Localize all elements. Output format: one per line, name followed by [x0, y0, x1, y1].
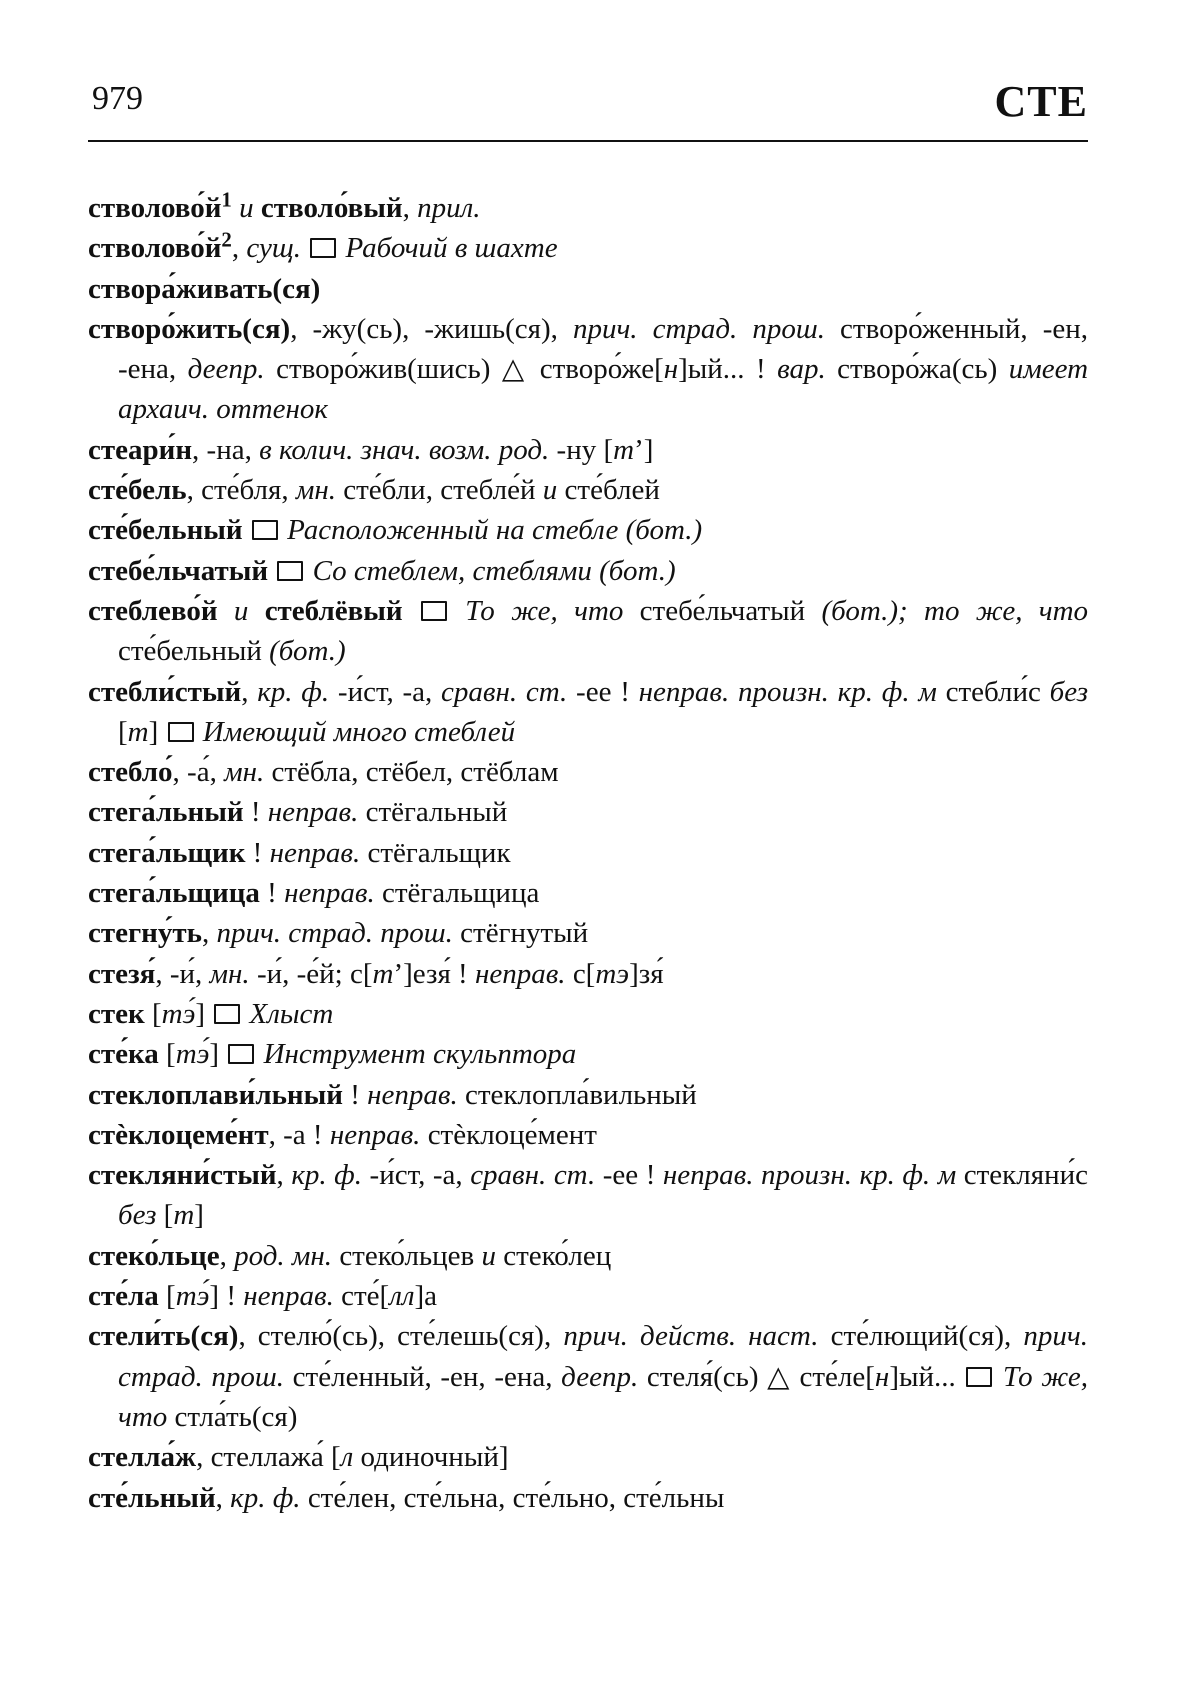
- text: , -жу(сь), -жишь(ся),: [290, 312, 573, 345]
- running-head-letters: СТЕ: [994, 77, 1088, 126]
- text: [338, 232, 345, 264]
- headword: стеклоплави́льный: [88, 1078, 343, 1111]
- text: ]: [195, 997, 213, 1030]
- text: ,: [215, 1481, 231, 1514]
- text: ,: [402, 192, 418, 224]
- definition-box-icon: [421, 601, 447, 621]
- text: ]зя́: [629, 957, 664, 990]
- headword: сте́льный: [88, 1481, 216, 1514]
- label: тэ́: [175, 1038, 210, 1071]
- headword: стволово́й: [88, 232, 222, 265]
- dictionary-entry: [88, 752, 1088, 792]
- text: ʼ]: [634, 433, 654, 466]
- headword: стеблёвый: [264, 594, 403, 627]
- label: неправ.: [329, 1118, 421, 1151]
- text: -ее !: [595, 1159, 663, 1192]
- headword: стезя́: [88, 957, 156, 990]
- label: т: [372, 957, 394, 990]
- label: прич. действ. наст.: [563, 1320, 819, 1353]
- text: одиночный]: [353, 1441, 509, 1474]
- headword: стебло́: [88, 756, 173, 789]
- label: прич. страд. прош.: [572, 312, 825, 345]
- text: , стелю́(сь), сте́лешь(ся),: [238, 1320, 564, 1353]
- label: прил.: [417, 192, 481, 224]
- label: неправ.: [267, 796, 359, 829]
- text: , -и́,: [155, 957, 210, 990]
- label: Расположенный на стебле (бот.): [287, 514, 703, 547]
- text: -ее !: [567, 675, 639, 708]
- dictionary-entry: [88, 833, 1088, 873]
- text: сте́лющий(ся),: [818, 1320, 1024, 1353]
- label: без: [1049, 675, 1089, 708]
- label: Имеющий много стеблей: [202, 715, 516, 748]
- text: стеля́(сь) △ сте́ле[: [638, 1360, 875, 1393]
- text: стеклопла́вильный: [457, 1078, 697, 1111]
- label: тэ́: [161, 997, 196, 1030]
- definition-box-icon: [252, 520, 278, 540]
- text: [248, 595, 264, 627]
- text: сте́лен, сте́льна, сте́льно, сте́льны: [300, 1481, 725, 1514]
- text: стебе́льчатый: [623, 594, 822, 627]
- headword: стега́льный: [88, 796, 244, 829]
- label: (бот.); то же, что: [821, 594, 1089, 627]
- text: сте́блей: [557, 474, 660, 507]
- label: тэ́: [175, 1280, 210, 1313]
- text: , -а !: [268, 1118, 330, 1151]
- dictionary-entry: [88, 792, 1088, 832]
- text: [: [156, 1199, 174, 1232]
- label: сущ.: [246, 232, 302, 265]
- definition-box-icon: [228, 1044, 254, 1064]
- text: с[: [565, 957, 596, 990]
- dictionary-entry: [88, 873, 1088, 913]
- label: род. мн.: [234, 1239, 333, 1272]
- text: ,: [201, 917, 217, 950]
- label: н: [663, 353, 679, 386]
- headword: стек: [88, 997, 145, 1030]
- label: деепр.: [187, 353, 265, 386]
- text: ]: [148, 715, 166, 748]
- dictionary-entry: [88, 591, 1088, 672]
- text: !: [342, 1078, 368, 1111]
- label: н: [874, 1360, 890, 1393]
- dictionary-entry: [88, 1478, 1088, 1518]
- label: и: [233, 594, 249, 627]
- text: [218, 595, 234, 627]
- label: прич. страд. прош.: [118, 1320, 1088, 1393]
- dictionary-entry: [88, 954, 1088, 994]
- text: -и́, -е́й; с[: [249, 957, 373, 990]
- label: без: [118, 1199, 157, 1232]
- text: !: [259, 877, 285, 910]
- text: !: [245, 836, 270, 869]
- text: [268, 555, 275, 587]
- text: [994, 1361, 1003, 1393]
- label: То же, что: [465, 594, 624, 627]
- headword: стели́ть(ся): [88, 1320, 239, 1353]
- dictionary-entry: [88, 1236, 1088, 1276]
- headword: стега́льщик: [88, 836, 246, 869]
- text: [196, 716, 203, 748]
- definition-box-icon: [168, 722, 194, 742]
- running-head: [88, 76, 1088, 142]
- label: имеет архаич. оттенок: [118, 353, 1089, 426]
- headword: сте́бельный: [88, 514, 243, 547]
- headword: створо́жить(ся): [88, 312, 291, 345]
- text: [449, 595, 465, 627]
- text: , -а́,: [172, 756, 225, 789]
- headword: стекляни́стый: [88, 1159, 277, 1192]
- dictionary-entry: [88, 913, 1088, 953]
- dictionary-page: [88, 76, 1088, 1518]
- text: ,: [231, 232, 247, 265]
- text: стёгальщица: [374, 877, 540, 910]
- dictionary-entry: [88, 1034, 1088, 1074]
- text: стеко́льцев: [332, 1239, 482, 1272]
- text: [243, 514, 250, 546]
- text: стеко́лец: [496, 1239, 612, 1272]
- text: ,: [276, 1159, 292, 1192]
- label: кр. ф.: [291, 1159, 363, 1192]
- text: ] !: [209, 1280, 244, 1313]
- label: мн.: [295, 474, 337, 507]
- text: створо́женный, -ен, -ена,: [118, 312, 1089, 386]
- label: л: [340, 1441, 354, 1474]
- label: Со стеблем, стеблями (бот.): [312, 554, 676, 587]
- label: Рабочий в шахте: [345, 232, 558, 265]
- text: [254, 192, 261, 224]
- label: сравн. ст.: [470, 1159, 596, 1192]
- headword: стволово́й: [88, 192, 222, 224]
- dictionary-entry: [88, 510, 1088, 550]
- definition-box-icon: [214, 1004, 240, 1024]
- text: , сте́бля,: [186, 474, 296, 507]
- text: стёгальный: [358, 796, 508, 829]
- homonym-index: 2: [221, 227, 232, 252]
- dictionary-entry: [88, 994, 1088, 1034]
- label: т: [127, 715, 149, 748]
- entries-list: [88, 188, 1088, 1518]
- dictionary-entry: [88, 430, 1088, 470]
- definition-box-icon: [310, 238, 336, 258]
- text: , стеллажа́ [: [196, 1441, 341, 1474]
- text: сте́[: [333, 1280, 390, 1313]
- page-number: 979: [92, 80, 143, 117]
- text: стёгнутый: [452, 917, 589, 950]
- label: прич. страд. прош.: [216, 917, 453, 950]
- label: Инструмент скульптора: [263, 1038, 577, 1071]
- text: -и́ст, -а,: [329, 675, 441, 708]
- dictionary-entry: [88, 1276, 1088, 1316]
- text: -ну [: [549, 433, 614, 466]
- label: т: [173, 1199, 195, 1232]
- label: и: [239, 192, 254, 224]
- text: -и́ст, -а,: [362, 1159, 471, 1192]
- text: [: [158, 1038, 176, 1071]
- text: сте́ленный, -ен, -ена,: [284, 1360, 562, 1393]
- text: стебли́с: [936, 675, 1050, 708]
- text: створо́жа(сь): [825, 353, 1009, 386]
- label: неправ.: [269, 836, 361, 869]
- label: вар.: [777, 353, 826, 386]
- text: [403, 595, 419, 627]
- label: неправ.: [474, 957, 566, 990]
- definition-box-icon: [277, 561, 303, 581]
- dictionary-entry: [88, 551, 1088, 591]
- label: и: [542, 474, 558, 507]
- headword: стега́льщица: [88, 877, 260, 910]
- text: стёгальщик: [360, 836, 511, 869]
- text: [305, 555, 312, 587]
- text: стекляни́с: [956, 1159, 1088, 1192]
- text: сте́бельный: [118, 635, 270, 668]
- label: кр. ф.: [257, 675, 330, 708]
- label: деепр.: [561, 1360, 639, 1393]
- headword: сте́бель: [88, 474, 187, 507]
- headword: стѐклоцеме́нт: [88, 1118, 269, 1151]
- dictionary-entry: [88, 1437, 1088, 1477]
- dictionary-entry: [88, 269, 1088, 309]
- text: , -на,: [192, 433, 260, 466]
- headword: стегну́ть: [88, 917, 202, 950]
- dictionary-entry: [88, 470, 1088, 510]
- text: створо́жив(шись) △ створо́же[: [264, 353, 664, 386]
- text: [301, 232, 308, 264]
- headword: стеблево́й: [88, 594, 218, 627]
- headword: стебе́льчатый: [88, 554, 269, 587]
- label: неправ.: [243, 1280, 334, 1313]
- dictionary-entry: [88, 1115, 1088, 1155]
- label: неправ. произн. кр. ф. м: [638, 675, 937, 708]
- headword: стебли́стый: [88, 675, 242, 708]
- dictionary-entry: [88, 188, 1088, 228]
- headword: створа́живать(ся): [88, 272, 321, 305]
- label: тэ: [595, 957, 630, 990]
- text: [256, 1038, 263, 1070]
- headword: сте́ка: [88, 1038, 159, 1071]
- text: стёбла, стёбел, стёблам: [264, 756, 559, 789]
- headword: стволо́вый: [260, 192, 403, 224]
- text: [: [144, 997, 162, 1030]
- label: мн.: [224, 756, 265, 789]
- text: [: [158, 1280, 176, 1313]
- text: стла́ть(ся): [167, 1400, 298, 1433]
- text: ,: [241, 675, 258, 708]
- label: и: [481, 1239, 496, 1272]
- label: неправ.: [284, 877, 375, 910]
- dictionary-entry: [88, 309, 1088, 430]
- label: неправ.: [367, 1078, 458, 1111]
- text: ]: [209, 1038, 227, 1071]
- text: стѐклоце́мент: [420, 1118, 597, 1151]
- label: мн.: [209, 957, 250, 990]
- headword: сте́ла: [88, 1280, 159, 1313]
- label: Хлыст: [249, 997, 334, 1030]
- dictionary-entry: [88, 1316, 1088, 1437]
- definition-box-icon: [966, 1367, 992, 1387]
- headword: стеари́н: [88, 433, 193, 466]
- text: ]: [194, 1199, 204, 1232]
- label: сравн. ст.: [441, 675, 568, 708]
- label: лл: [389, 1280, 415, 1313]
- label: То же, что: [118, 1360, 1088, 1433]
- text: [: [118, 715, 128, 748]
- dictionary-entry: [88, 672, 1088, 753]
- text: ]ый... !: [678, 353, 778, 386]
- homonym-index: 1: [221, 187, 232, 212]
- label: кр. ф.: [230, 1481, 301, 1514]
- dictionary-entry: [88, 1155, 1088, 1236]
- text: ʼ]езя́ !: [393, 957, 475, 990]
- text: сте́бли, стебле́й: [336, 474, 543, 507]
- text: ]ый...: [889, 1360, 965, 1393]
- dictionary-entry: [88, 228, 1088, 268]
- label: т: [613, 433, 635, 466]
- headword: стелла́ж: [88, 1441, 197, 1474]
- dictionary-entry: [88, 1075, 1088, 1115]
- text: [242, 998, 249, 1030]
- text: !: [243, 796, 268, 829]
- text: ]а: [414, 1280, 438, 1313]
- label: в колич. знач. возм. род.: [259, 433, 550, 466]
- text: ,: [219, 1239, 235, 1272]
- headword: стеко́льце: [88, 1239, 220, 1272]
- label: неправ. произн. кр. ф. м: [662, 1159, 957, 1192]
- label: (бот.): [269, 635, 346, 668]
